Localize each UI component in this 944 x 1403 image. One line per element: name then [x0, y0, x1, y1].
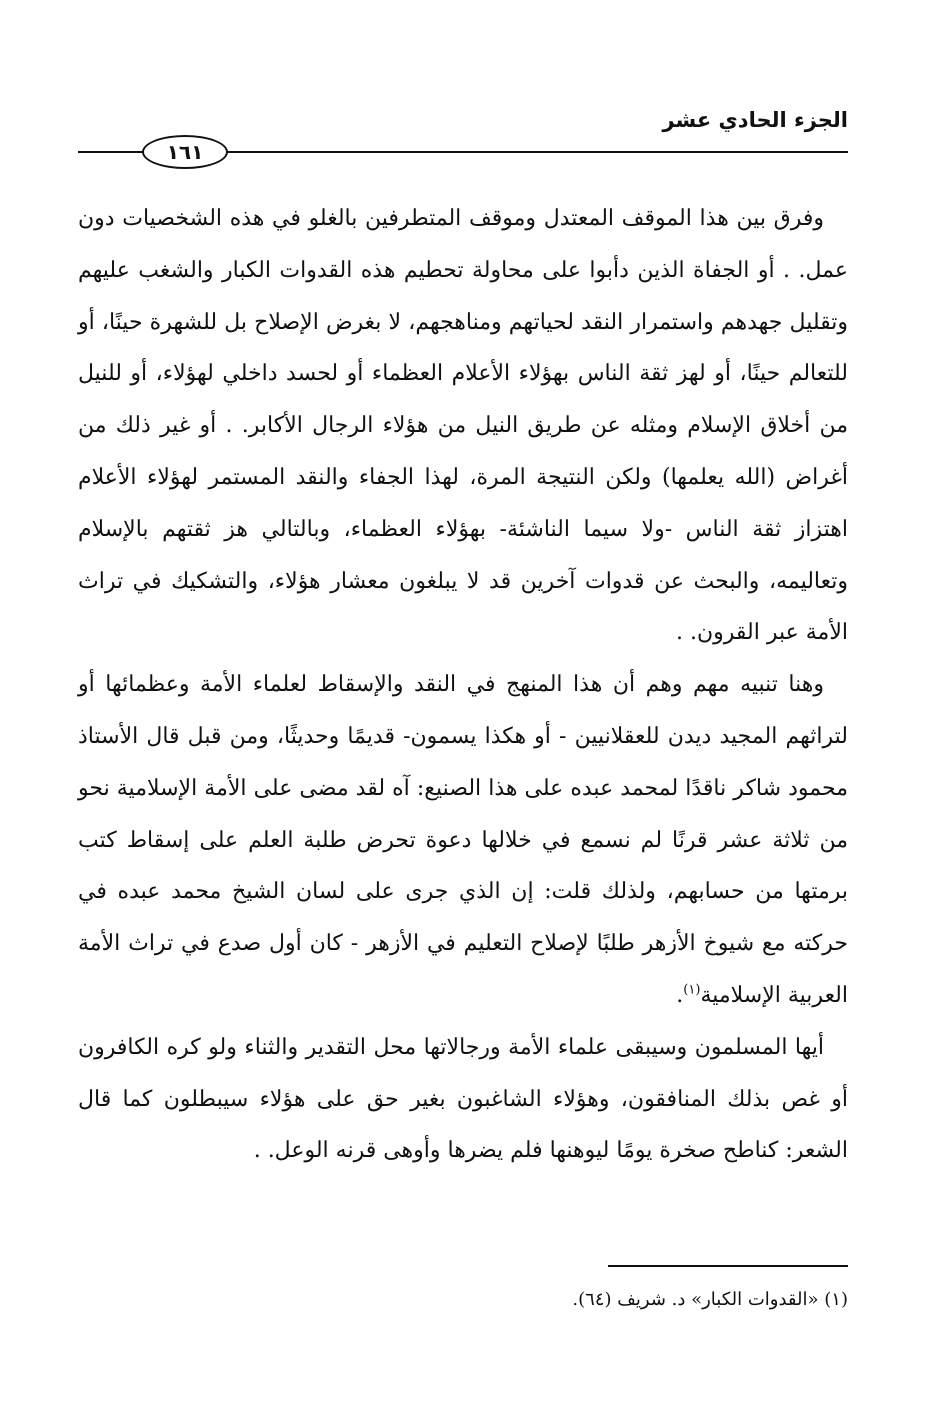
main-text — [78, 193, 848, 1177]
paragraph-2-text: وهنا تنبيه مهم وهم أن هذا المنهج في النقد والإسقاط لعلماء الأمة وعظمائها أو لتراثهم المجيد ديدن للعقلانيين - أو هكذا يسمون- قديمًا وحديثًا، ومن قبل قال الأستاذ محمود شاكر ناقدًا لمحمد عبده على هذا الصنيع: آه لقد مضى على الأمة الإسلامية نحو من ثلاثة عشر قرنًا لم نسمع في خلالها دعوة تحرض طلبة العلم على إسقاط كتب برمتها من حسابهم، ولذلك قلت: إن الذي جرى على لسان الشيخ محمد عبده في حركته مع شيوخ الأزهر طلبًا لإصلاح التعليم في الأزهر - كان أول صدع في تراث الأمة العربية الإسلامية — [78, 672, 848, 1008]
running-title: الجزء الحادي عشر — [662, 108, 848, 132]
footnote-separator — [608, 1265, 848, 1267]
page-header — [78, 108, 848, 168]
paragraph-1: وفرق بين هذا الموقف المعتدل وموقف المتطرفين بالغلو في هذه الشخصيات دون عمل. . أو الجفاة الذين دأبوا على محاولة تحطيم هذه القدوات الكبار والشغب عليهم وتقليل جهدهم واستمرار النقد لحياتهم ومناهجهم، لا بغرض الإصلاح بل للشهرة حينًا، أو للتعالم حينًا، أو لهز ثقة الناس بهؤلاء الأعلام العظماء أو لحسد داخلي لهؤلاء، أو للنيل من أخلاق الإسلام ومثله عن طريق النيل من هؤلاء الرجال الأكابر. . أو غير ذلك من أغراض (الله يعلمها) ولكن النتيجة المرة، لهذا الجفاء والنقد المستمر لهؤلاء الأعلام اهتزاز ثقة الناس -ولا سيما الناشئة- بهؤلاء العظماء، وبالتالي هز ثقتهم بالإسلام وتعاليمه، والبحث عن قدوات آخرين قد لا يبلغون معشار هؤلاء، والتشكيك في تراث الأمة عبر القرون. . — [78, 206, 848, 646]
paragraph-3: أيها المسلمون وسيبقى علماء الأمة ورجالاتها محل التقدير والثناء ولو كره الكافرون أو غص بذلك المنافقون، وهؤلاء الشاغبون بغير حق على هؤلاء سيبطلون كما قال الشعر: كناطح صخرة يومًا ليوهنها فلم يضرها وأوهى قرنه الوعل. . — [78, 1034, 848, 1164]
footnote-reference: (١) — [683, 982, 701, 998]
page-number: ١٦١ — [142, 135, 228, 169]
paragraph-2 — [78, 659, 848, 1022]
paragraph-2-end: . — [676, 982, 684, 1008]
footnote: (١) «القدوات الكبار» د. شريف (٦٤). — [572, 1289, 848, 1310]
